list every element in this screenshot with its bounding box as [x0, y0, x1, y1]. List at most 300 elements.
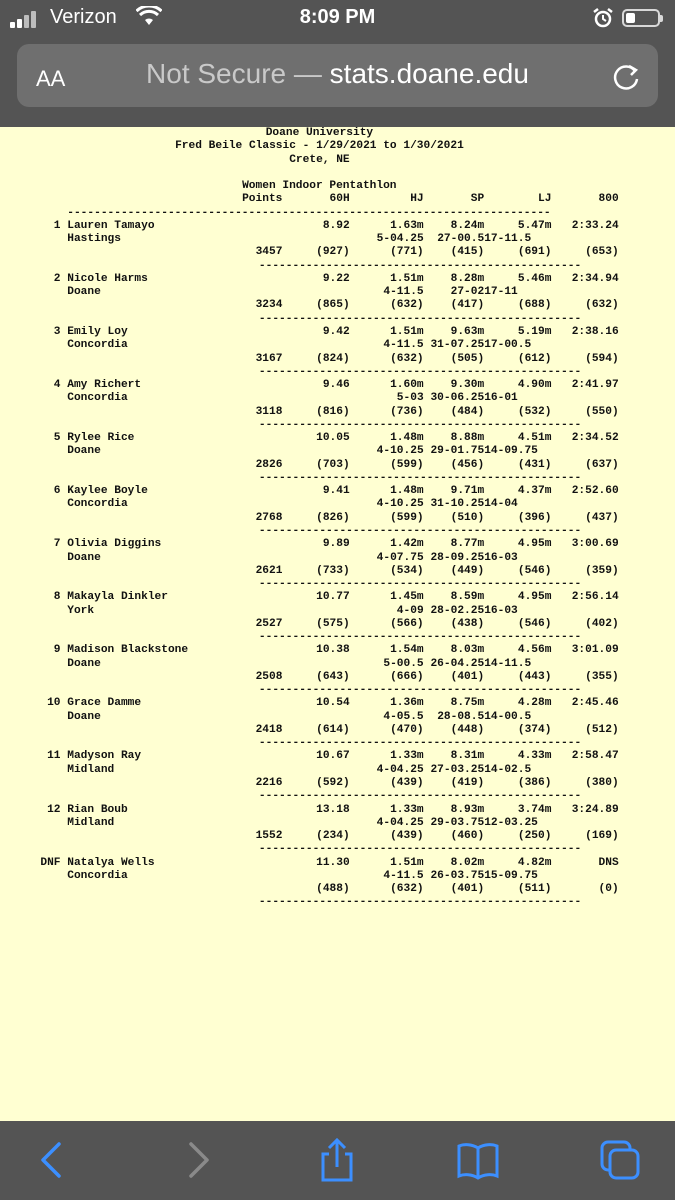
points-hj: (736): [390, 405, 424, 418]
mark-hj: 1.45m: [390, 591, 424, 604]
separator: ------------------------------------------------: [258, 684, 582, 697]
points-60h: (733): [316, 564, 350, 577]
points-lj: (532): [517, 405, 552, 418]
location-line: [0, 154, 675, 167]
imperial-lj: 17-11: [484, 286, 518, 299]
points-800: (437): [585, 511, 619, 524]
athlete-name: Emily Loy: [67, 325, 128, 338]
points-sp: (449): [450, 564, 485, 577]
mark-60h: 9.46: [322, 379, 350, 392]
mark-lj: 5.46m: [517, 272, 552, 285]
athlete-row: [0, 697, 675, 710]
mark-hj: 1.36m: [390, 697, 424, 710]
imperial-sp: 29-03.75: [430, 816, 485, 829]
points-sp: (505): [450, 352, 485, 365]
imperial-lj: 16-03: [484, 551, 518, 564]
athlete-team-row: [0, 339, 675, 352]
separator: ------------------------------------------------: [258, 737, 582, 750]
points-hj: (632): [390, 299, 424, 312]
bookmarks-icon[interactable]: [456, 1138, 500, 1182]
mark-lj: 5.47m: [517, 219, 552, 232]
domain-label: stats.doane.edu: [329, 58, 529, 89]
athlete-team-row: [0, 286, 675, 299]
athlete-points-row: [0, 565, 675, 578]
points-60h: (592): [316, 777, 350, 790]
total-points: 1552: [255, 830, 283, 843]
separator: ------------------------------------------------: [258, 312, 582, 325]
points-lj: (612): [517, 352, 552, 365]
mark-lj: 4.37m: [517, 485, 552, 498]
athlete-row: [0, 644, 675, 657]
team-name: Concordia: [67, 339, 128, 352]
points-hj: (566): [390, 617, 424, 630]
separator: ------------------------------------------------: [258, 418, 582, 431]
athlete-row: [0, 591, 675, 604]
points-sp: (415): [450, 246, 485, 259]
points-lj: (431): [517, 458, 552, 471]
points-800: (169): [585, 830, 619, 843]
athlete-team-row: [0, 711, 675, 724]
mark-hj: 1.48m: [390, 432, 424, 445]
points-60h: (575): [316, 617, 350, 630]
points-60h: (703): [316, 458, 350, 471]
mark-sp: 8.24m: [450, 219, 485, 232]
athlete-team-row: [0, 445, 675, 458]
total-points: 2621: [255, 564, 283, 577]
team-name: Doane: [67, 445, 101, 458]
imperial-hj: 4-10.25: [376, 498, 424, 511]
place: 4: [53, 379, 61, 392]
team-name: Doane: [67, 551, 101, 564]
imperial-lj: 14-00.5: [484, 710, 532, 723]
mark-sp: 9.71m: [450, 485, 485, 498]
mark-hj: 1.54m: [390, 644, 424, 657]
place: 1: [53, 219, 61, 232]
separator: ------------------------------------------------: [258, 524, 582, 537]
mark-hj: 1.51m: [390, 325, 424, 338]
imperial-lj: 15-09.75: [484, 869, 538, 882]
alarm-icon: [592, 7, 614, 29]
imperial-lj: 12-03.25: [484, 816, 538, 829]
col-lj: LJ: [538, 193, 552, 206]
athlete-points-row: [0, 512, 675, 525]
back-icon[interactable]: [31, 1138, 75, 1182]
points-hj: (632): [390, 352, 424, 365]
place: 10: [47, 697, 61, 710]
points-800: (355): [585, 670, 619, 683]
athlete-team-row: [0, 552, 675, 565]
points-800: (637): [585, 458, 619, 471]
mark-60h: 9.89: [322, 538, 350, 551]
place: 6: [53, 485, 61, 498]
points-60h: (234): [316, 830, 350, 843]
col-sp: SP: [470, 193, 485, 206]
mark-800: 2:33.24: [571, 219, 619, 232]
points-800: (359): [585, 564, 619, 577]
mark-800: 3:00.69: [571, 538, 619, 551]
place: 5: [53, 432, 61, 445]
athlete-name: Natalya Wells: [67, 856, 155, 869]
mark-lj: 4.90m: [517, 379, 552, 392]
separator: ------------------------------------------------: [258, 365, 582, 378]
athlete-team-row: [0, 764, 675, 777]
mark-sp: 8.02m: [450, 856, 485, 869]
mark-sp: 8.59m: [450, 591, 485, 604]
imperial-lj: 14-09.75: [484, 445, 538, 458]
points-sp: (419): [450, 777, 485, 790]
athlete-team-row: [0, 498, 675, 511]
separator: ------------------------------------------------: [258, 578, 582, 591]
event-line: [0, 180, 675, 193]
athlete-row: [0, 857, 675, 870]
mark-hj: 1.63m: [390, 219, 424, 232]
separator: ------------------------------------------------: [258, 896, 582, 909]
points-hj: (439): [390, 830, 424, 843]
team-name: York: [67, 604, 95, 617]
clock: 8:09 PM: [299, 6, 376, 28]
points-lj: (511): [517, 883, 552, 896]
team-name: Midland: [67, 816, 115, 829]
school-title: Doane University: [265, 127, 374, 139]
text-size-button[interactable]: AA: [36, 66, 66, 91]
points-60h: (643): [316, 670, 350, 683]
place: 12: [47, 803, 61, 816]
points-lj: (688): [517, 299, 552, 312]
points-sp: (401): [450, 670, 485, 683]
imperial-hj: 4-11.5: [383, 286, 424, 299]
points-lj: (546): [517, 617, 552, 630]
place: DNF: [40, 856, 61, 869]
athlete-row: [0, 432, 675, 445]
separator-line: [0, 684, 675, 697]
athlete-name: Lauren Tamayo: [67, 219, 155, 232]
mark-60h: 10.54: [316, 697, 350, 710]
separator-line: [0, 896, 675, 909]
athlete-points-row: [0, 671, 675, 684]
mark-60h: 10.38: [316, 644, 350, 657]
mark-lj: 4.33m: [517, 750, 552, 763]
points-sp: (417): [450, 299, 485, 312]
share-icon[interactable]: [315, 1138, 359, 1182]
separator: ------------------------------------------------: [258, 790, 582, 803]
points-hj: (439): [390, 777, 424, 790]
imperial-sp: 27-02: [450, 286, 485, 299]
separator: ------------------------------------------------: [258, 259, 582, 272]
mark-lj: 4.82m: [517, 856, 552, 869]
points-sp: (510): [450, 511, 485, 524]
mark-800: 3:24.89: [571, 803, 619, 816]
mark-800: 2:41.97: [571, 379, 619, 392]
points-hj: (599): [390, 511, 424, 524]
imperial-lj: 17-11.5: [484, 233, 532, 246]
mark-60h: 13.18: [316, 803, 350, 816]
athlete-points-row: [0, 724, 675, 737]
athlete-points-row: [0, 299, 675, 312]
mark-60h: 9.41: [322, 485, 350, 498]
points-hj: (534): [390, 564, 424, 577]
mark-60h: 9.22: [322, 272, 350, 285]
separator-line: [0, 419, 675, 432]
place: 3: [53, 325, 61, 338]
column-header-line: [0, 193, 675, 206]
total-points: 2768: [255, 511, 283, 524]
mark-60h: 11.30: [316, 856, 350, 869]
separator: ------------------------------------------------: [258, 631, 582, 644]
athlete-row: [0, 485, 675, 498]
team-name: Doane: [67, 710, 101, 723]
separator-line: [0, 472, 675, 485]
reload-icon[interactable]: [609, 60, 643, 94]
imperial-lj: 14-11.5: [484, 657, 532, 670]
mark-800: 2:58.47: [571, 750, 619, 763]
points-60h: (488): [316, 883, 350, 896]
mark-800: 2:38.16: [571, 325, 619, 338]
mark-800: 3:01.09: [571, 644, 619, 657]
mark-800: 2:52.60: [571, 485, 619, 498]
athlete-team-row: [0, 605, 675, 618]
col-hj: HJ: [410, 193, 424, 206]
forward-icon[interactable]: [175, 1138, 219, 1182]
place: 11: [47, 750, 61, 763]
imperial-lj: 14-02.5: [484, 763, 532, 776]
event-title: Women Indoor Pentathlon: [242, 180, 397, 193]
battery-icon: [622, 9, 660, 27]
athlete-team-row: [0, 817, 675, 830]
total-points: 2216: [255, 777, 283, 790]
points-800: (653): [585, 246, 619, 259]
mark-60h: 9.42: [322, 325, 350, 338]
imperial-hj: 4-10.25: [376, 445, 424, 458]
total-points: 2508: [255, 670, 283, 683]
athlete-points-row: [0, 246, 675, 259]
team-name: Doane: [67, 286, 101, 299]
athlete-points-row: [0, 459, 675, 472]
total-points: 2418: [255, 723, 283, 736]
mark-hj: 1.33m: [390, 750, 424, 763]
imperial-lj: 17-00.5: [484, 339, 532, 352]
points-lj: (546): [517, 564, 552, 577]
mark-800: 2:45.46: [571, 697, 619, 710]
imperial-sp: 31-10.25: [430, 498, 485, 511]
mark-sp: 8.28m: [450, 272, 485, 285]
separator-line: [0, 207, 675, 220]
mark-lj: 3.74m: [517, 803, 552, 816]
imperial-hj: 5-04.25: [376, 233, 424, 246]
points-hj: (599): [390, 458, 424, 471]
separator-line: [0, 843, 675, 856]
place: 7: [53, 538, 61, 551]
mark-hj: 1.42m: [390, 538, 424, 551]
separator-line: [0, 631, 675, 644]
athlete-name: Nicole Harms: [67, 272, 148, 285]
points-60h: (927): [316, 246, 350, 259]
separator-line: [0, 737, 675, 750]
total-points: 2527: [255, 617, 283, 630]
url-text[interactable]: Not Secure — stats.doane.edu: [146, 58, 529, 89]
points-sp: (456): [450, 458, 485, 471]
points-lj: (374): [517, 723, 552, 736]
meet-location: Crete, NE: [289, 153, 350, 166]
imperial-sp: 27-00.5: [437, 233, 485, 246]
mark-hj: 1.48m: [390, 485, 424, 498]
separator-line: [0, 313, 675, 326]
imperial-sp: 28-08.5: [437, 710, 485, 723]
security-label: Not Secure: [146, 58, 287, 89]
imperial-hj: 4-11.5: [383, 869, 424, 882]
carrier-label: Verizon: [50, 6, 117, 28]
points-60h: (816): [316, 405, 350, 418]
athlete-team-row: [0, 658, 675, 671]
mark-60h: 8.92: [322, 219, 350, 232]
mark-lj: 4.95m: [517, 591, 552, 604]
imperial-hj: 4-07.75: [376, 551, 424, 564]
athlete-name: Makayla Dinkler: [67, 591, 168, 604]
mark-hj: 1.33m: [390, 803, 424, 816]
mark-lj: 4.28m: [517, 697, 552, 710]
points-lj: (396): [517, 511, 552, 524]
athlete-row: [0, 538, 675, 551]
imperial-hj: 5-00.5: [383, 657, 424, 670]
col-60h: 60H: [329, 193, 350, 206]
points-sp: (460): [450, 830, 485, 843]
total-points: 2826: [255, 458, 283, 471]
points-hj: (632): [390, 883, 424, 896]
athlete-points-row: [0, 883, 675, 896]
imperial-sp: 26-04.25: [430, 657, 485, 670]
separator-line: [0, 525, 675, 538]
mark-sp: 8.31m: [450, 750, 485, 763]
imperial-sp: 31-07.25: [430, 339, 485, 352]
total-points: 3118: [255, 405, 283, 418]
mark-sp: 9.30m: [450, 379, 485, 392]
points-800: (594): [585, 352, 619, 365]
points-800: (550): [585, 405, 619, 418]
imperial-sp: 27-03.25: [430, 763, 485, 776]
separator: ------------------------------------------------------------------------: [67, 206, 551, 219]
results-document: [0, 127, 675, 910]
athlete-points-row: [0, 406, 675, 419]
mark-lj: 4.56m: [517, 644, 552, 657]
imperial-hj: 4-11.5: [383, 339, 424, 352]
mark-sp: 8.93m: [450, 803, 485, 816]
points-60h: (614): [316, 723, 350, 736]
athlete-row: [0, 326, 675, 339]
mark-hj: 1.51m: [390, 272, 424, 285]
points-60h: (824): [316, 352, 350, 365]
place: 2: [53, 272, 61, 285]
meet-title: Fred Beile Classic - 1/29/2021 to 1/30/2021: [175, 140, 464, 153]
points-800: (402): [585, 617, 619, 630]
points-hj: (666): [390, 670, 424, 683]
place: 9: [53, 644, 61, 657]
team-name: Concordia: [67, 498, 128, 511]
separator: ------------------------------------------------: [258, 471, 582, 484]
points-60h: (865): [316, 299, 350, 312]
athlete-name: Rylee Rice: [67, 432, 135, 445]
points-hj: (470): [390, 723, 424, 736]
imperial-hj: 4-04.25: [376, 816, 424, 829]
points-800: (512): [585, 723, 619, 736]
mark-sp: 8.77m: [450, 538, 485, 551]
team-name: Midland: [67, 763, 115, 776]
imperial-sp: 26-03.75: [430, 869, 485, 882]
points-800: (380): [585, 777, 619, 790]
mark-sp: 8.88m: [450, 432, 485, 445]
separator-line: [0, 578, 675, 591]
athlete-points-row: [0, 353, 675, 366]
imperial-sp: 28-02.25: [430, 604, 485, 617]
imperial-sp: 28-09.25: [430, 551, 485, 564]
mark-60h: 10.77: [316, 591, 350, 604]
athlete-row: [0, 804, 675, 817]
imperial-hj: 4-04.25: [376, 763, 424, 776]
total-points: 3167: [255, 352, 283, 365]
athlete-name: Madison Blackstone: [67, 644, 189, 657]
mark-lj: 5.19m: [517, 325, 552, 338]
points-sp: (448): [450, 723, 485, 736]
mark-800: 2:34.52: [571, 432, 619, 445]
imperial-hj: 5-03: [396, 392, 424, 405]
mark-hj: 1.60m: [390, 379, 424, 392]
team-name: Concordia: [67, 392, 128, 405]
mark-lj: 4.95m: [517, 538, 552, 551]
points-lj: (250): [517, 830, 552, 843]
athlete-team-row: [0, 233, 675, 246]
imperial-hj: 4-05.5: [383, 710, 424, 723]
imperial-sp: 29-01.75: [430, 445, 485, 458]
points-60h: (826): [316, 511, 350, 524]
mark-800: DNS: [598, 856, 619, 869]
points-800: (0): [598, 883, 619, 896]
mark-lj: 4.51m: [517, 432, 552, 445]
separator-line: [0, 366, 675, 379]
athlete-points-row: [0, 830, 675, 843]
points-sp: (438): [450, 617, 485, 630]
mark-800: 2:34.94: [571, 272, 619, 285]
imperial-lj: 16-01: [484, 392, 518, 405]
mark-hj: 1.51m: [390, 856, 424, 869]
mark-800: 2:56.14: [571, 591, 619, 604]
athlete-name: Rian Boub: [67, 803, 128, 816]
points-hj: (771): [390, 246, 424, 259]
total-points: 3457: [255, 246, 283, 259]
spacer: [0, 167, 675, 180]
imperial-lj: 14-04: [484, 498, 518, 511]
mark-sp: 8.75m: [450, 697, 485, 710]
athlete-name: Grace Damme: [67, 697, 142, 710]
imperial-lj: 16-03: [484, 604, 518, 617]
points-sp: (401): [450, 883, 485, 896]
imperial-sp: 30-06.25: [430, 392, 485, 405]
place: 8: [53, 591, 61, 604]
separator: ------------------------------------------------: [258, 843, 582, 856]
tabs-icon[interactable]: [598, 1138, 642, 1182]
imperial-hj: 4-09: [396, 604, 424, 617]
points-sp: (484): [450, 405, 485, 418]
meet-line: [0, 140, 675, 153]
athlete-row: [0, 379, 675, 392]
mark-60h: 10.05: [316, 432, 350, 445]
points-lj: (386): [517, 777, 552, 790]
athlete-team-row: [0, 870, 675, 883]
athlete-row: [0, 220, 675, 233]
athlete-row: [0, 273, 675, 286]
team-name: Concordia: [67, 869, 128, 882]
athlete-points-row: [0, 618, 675, 631]
athlete-points-row: [0, 777, 675, 790]
mark-sp: 8.03m: [450, 644, 485, 657]
points-800: (632): [585, 299, 619, 312]
